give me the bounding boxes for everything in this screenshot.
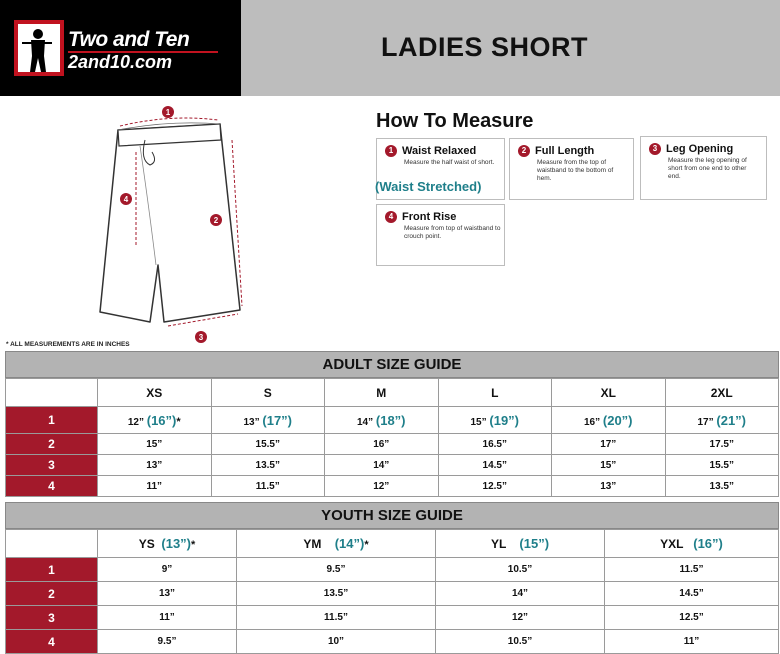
size-header: YXL (16”) [605, 530, 779, 558]
table-cell: 9.5” [237, 558, 436, 582]
adult-guide-title: ADULT SIZE GUIDE [5, 351, 779, 378]
svg-text:3: 3 [198, 333, 204, 342]
size-header: YM (14”)* [237, 530, 436, 558]
table-cell: 14.5” [605, 582, 779, 606]
table-cell: 12” (16”)* [98, 407, 212, 434]
table-header-row [6, 530, 779, 558]
stretched-value: (16”) [146, 412, 177, 428]
table-cell: 14.5” [438, 455, 552, 476]
stretched-value: (15”) [519, 536, 550, 551]
table-row [6, 434, 779, 455]
measurement-note: * ALL MEASUREMENTS ARE IN INCHES [6, 341, 130, 348]
number-badge: 1 [385, 145, 397, 157]
measure-card-length [509, 138, 634, 200]
table-cell: 15” (19”) [438, 407, 552, 434]
table-cell: 15.5” [665, 455, 779, 476]
size-header: YS (13”)* [98, 530, 237, 558]
golfer-logo-icon [14, 20, 64, 76]
stretched-value: (17”) [262, 412, 293, 428]
adult-size-table [5, 378, 779, 497]
size-header: XS [98, 379, 212, 407]
table-cell: 17” [552, 434, 666, 455]
youth-guide-title: YOUTH SIZE GUIDE [5, 502, 779, 529]
stretched-value: (13”) [161, 536, 192, 551]
table-cell: 11.5” [237, 606, 436, 630]
svg-text:1: 1 [165, 108, 171, 117]
table-corner [6, 379, 98, 407]
marker-4 [120, 193, 132, 205]
size-header: 2XL [665, 379, 779, 407]
number-badge: 3 [649, 143, 661, 155]
table-cell: 17.5” [665, 434, 779, 455]
table-row [6, 630, 779, 654]
table-cell: 14” [436, 582, 605, 606]
table-corner [6, 530, 98, 558]
size-header: L [438, 379, 552, 407]
table-cell: 15.5” [211, 434, 325, 455]
svg-text:2: 2 [213, 216, 219, 225]
table-cell: 13” [552, 476, 666, 497]
stretched-value: (19”) [489, 412, 520, 428]
table-cell: 15” [552, 455, 666, 476]
size-header: S [211, 379, 325, 407]
measure-card-rise [376, 204, 505, 266]
measure-label: Front Rise [402, 211, 457, 223]
marker-2 [210, 214, 222, 226]
row-label: 3 [6, 455, 98, 476]
stretched-value: (21”) [716, 412, 747, 428]
brand-url: 2and10.com [68, 52, 173, 72]
measure-desc: Measure from top of waistband to crouch point. [404, 225, 501, 240]
table-cell: 15” [98, 434, 212, 455]
stretched-value: (20”) [602, 412, 633, 428]
how-to-measure-heading: How To Measure [376, 110, 534, 132]
table-header-row [6, 379, 779, 407]
table-cell: 12” [436, 606, 605, 630]
table-cell: 11” [98, 476, 212, 497]
table-cell: 16” (20”) [552, 407, 666, 434]
row-label: 1 [6, 558, 98, 582]
brand-name: Two and Ten [68, 28, 190, 51]
row-label: 2 [6, 434, 98, 455]
table-cell: 10.5” [436, 630, 605, 654]
measure-desc: Measure the leg opening of short from one end to other end. [668, 157, 747, 180]
youth-size-table [5, 529, 779, 654]
table-cell: 17” (21”) [665, 407, 779, 434]
row-label: 4 [6, 630, 98, 654]
table-cell: 12.5” [605, 606, 779, 630]
table-cell: 11” [605, 630, 779, 654]
table-cell: 13” [98, 455, 212, 476]
table-cell: 9” [98, 558, 237, 582]
size-header: YL (15”) [436, 530, 605, 558]
table-cell: 9.5” [98, 630, 237, 654]
measure-label: Full Length [535, 145, 595, 157]
table-cell: 13” (17”) [211, 407, 325, 434]
waist-stretched-label: (Waist Stretched) [375, 179, 482, 194]
measure-card-leg [640, 136, 767, 200]
table-cell: 11.5” [211, 476, 325, 497]
table-row [6, 476, 779, 497]
measure-label: Waist Relaxed [402, 145, 477, 157]
number-badge: 2 [518, 145, 530, 157]
brand-logo [0, 0, 241, 96]
table-cell: 10” [237, 630, 436, 654]
table-cell: 16” [325, 434, 439, 455]
table-cell: 13.5” [237, 582, 436, 606]
stretched-value: (18”) [375, 412, 406, 428]
table-cell: 10.5” [436, 558, 605, 582]
row-label: 2 [6, 582, 98, 606]
row-label: 1 [6, 407, 98, 434]
marker-3 [195, 331, 207, 343]
table-cell: 16.5” [438, 434, 552, 455]
row-label: 4 [6, 476, 98, 497]
table-cell: 13.5” [665, 476, 779, 497]
table-row [6, 455, 779, 476]
marker-1 [162, 106, 174, 118]
row-label: 3 [6, 606, 98, 630]
svg-text:4: 4 [123, 195, 129, 204]
table-cell: 11” [98, 606, 237, 630]
measure-desc: Measure from the top of waistband to the bottom of hem. [537, 159, 614, 182]
page-title: LADIES SHORT [381, 32, 589, 62]
stretched-value: (16”) [693, 536, 723, 551]
size-header: M [325, 379, 439, 407]
table-row [6, 407, 779, 434]
table-cell: 14” [325, 455, 439, 476]
table-row [6, 582, 779, 606]
shorts-diagram [90, 100, 260, 350]
size-header: XL [552, 379, 666, 407]
measure-desc: Measure the half waist of short. [404, 159, 495, 166]
table-cell: 12” [325, 476, 439, 497]
table-cell: 11.5” [605, 558, 779, 582]
stretched-value: (14”) [334, 536, 365, 551]
table-cell: 14” (18”) [325, 407, 439, 434]
table-cell: 12.5” [438, 476, 552, 497]
measure-label: Leg Opening [666, 143, 734, 155]
table-cell: 13” [98, 582, 237, 606]
table-row [6, 558, 779, 582]
table-cell: 13.5” [211, 455, 325, 476]
number-badge: 4 [385, 211, 397, 223]
table-row [6, 606, 779, 630]
